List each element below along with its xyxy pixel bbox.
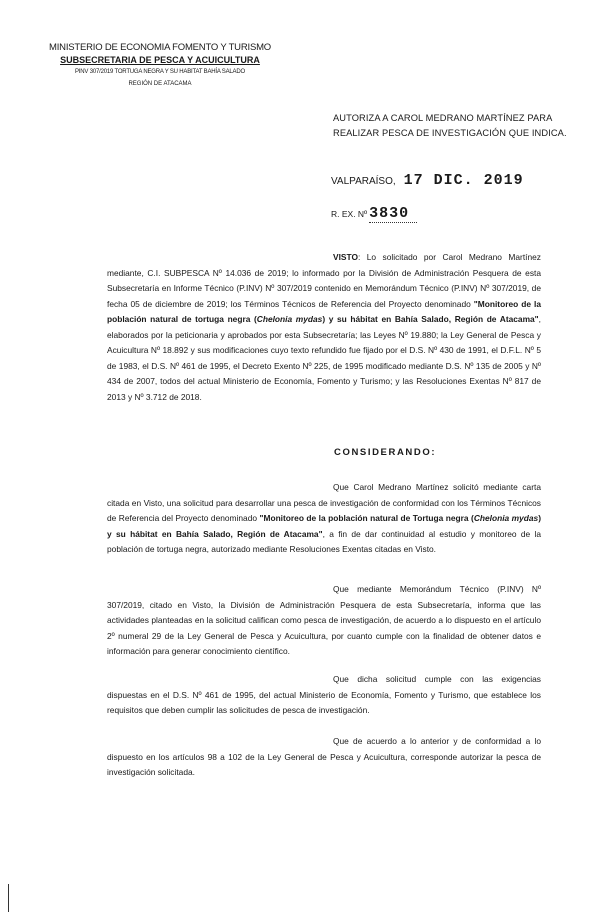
- resolution-subject: AUTORIZA A CAROL MEDRANO MARTÍNEZ PARA REALIZAR PESCA DE INVESTIGACIÓN QUE INDICA.: [333, 113, 567, 138]
- letterhead: [40, 42, 280, 90]
- region-name: REGIÓN DE ATACAMA: [128, 81, 192, 87]
- rex-number: 3830: [369, 205, 410, 222]
- subsecretaria-name: SUBSECRETARIA DE PESCA Y ACUICULTURA: [60, 55, 260, 65]
- considerando-paragraph-4: Que de acuerdo a lo anterior y de conformidad a lo dispuesto en los artículos 98 a 102 de la Ley General de Pesca y Acuicultura, corresponde autorizar la pesca de investigación solicitada.: [107, 736, 541, 777]
- rex-label: R. EX. Nº: [331, 209, 368, 219]
- file-reference: PINV 307/2019 TORTUGA NEGRA Y SU HABITAT BAHÍA SALADO: [75, 69, 245, 75]
- place-label: VALPARAÍSO,: [331, 176, 396, 187]
- date-stamp: 17 DIC. 2019: [403, 172, 524, 189]
- considerando-paragraph-1: Que Carol Medrano Martínez solicitó mediante carta citada en Visto, una solicitud para desarrollar una pesca de investigación de conformidad con los Términos Técnicos de Referencia del Proyecto denominado "Monitoreo de la población natural de Tortuga negra (Chelonia mydas) y su hábitat en Bahía Salado, Región de Atacama", a fin de dar continuidad al estudio y monitoreo de la población de tortuga negra, autorizado mediante Resoluciones Exentas citadas en Visto.: [107, 482, 542, 554]
- considerando-heading: CONSIDERANDO:: [334, 447, 437, 458]
- ministry-name: MINISTERIO DE ECONOMIA FOMENTO Y TURISMO: [49, 42, 271, 53]
- resolution-number: [331, 205, 417, 223]
- place-date: [331, 172, 524, 189]
- rex-line: [369, 205, 417, 223]
- considerando-paragraph-3: Que dicha solicitud cumple con las exigencias dispuestas en el D.S. Nº 461 de 1995, del actual Ministerio de Economía, Fomento y Turismo, que establece los requisitos que deben cumplir las solicitudes de pesca de investigación.: [107, 674, 541, 715]
- visto-label: VISTO: [333, 252, 358, 262]
- scan-margin-mark: [8, 884, 9, 912]
- visto-paragraph: VISTO: Lo solicitado por Carol Medrano Martínez mediante, C.I. SUBPESCA Nº 14.036 de 2019; lo informado por la División de Administración Pesquera de esta Subsecretaría en Informe Técnico (P.INV) Nº 307/2019 contenido en Memorándum Técnico (P.INV) Nº 307/2019, de fecha 05 de diciembre de 2019; los Términos Técnicos de Referencia del Proyecto denominado "Monitoreo de la población natural de tortuga negra (Chelonia mydas) y su hábitat en Bahía Salado, Región de Atacama", elaborados por la peticionaria y aprobados por esta Subsecretaría; las Leyes Nº 19.880; la Ley General de Pesca y Acuicultura Nº 18.892 y sus modificaciones cuyo texto refundido fue fijado por el D.S. Nº 430 de 1991, el D.F.L. Nº 5 de 1983, el D.S. Nº 461 de 1995, el Decreto Exento Nº 225, de 1995 modificado mediante D.S. Nº 135 de 2005 y Nº 434 de 2007, todos del actual Ministerio de Economía, Fomento y Turismo; y las Resoluciones Exentas Nº 817 de 2013 y Nº 3.712 de 2018.: [107, 252, 541, 402]
- considerando-paragraph-2: Que mediante Memorándum Técnico (P.INV) Nº 307/2019, citado en Visto, la División de Administración Pesquera de esta Subsecretaría, informa que las actividades planteadas en la solicitud califican como pesca de investigación, de acuerdo a lo dispuesto en el artículo 2º numeral 29 de la Ley General de Pesca y Acuicultura, por cuanto cumple con la finalidad de obtener datos e información para generar conocimiento científico.: [107, 584, 541, 656]
